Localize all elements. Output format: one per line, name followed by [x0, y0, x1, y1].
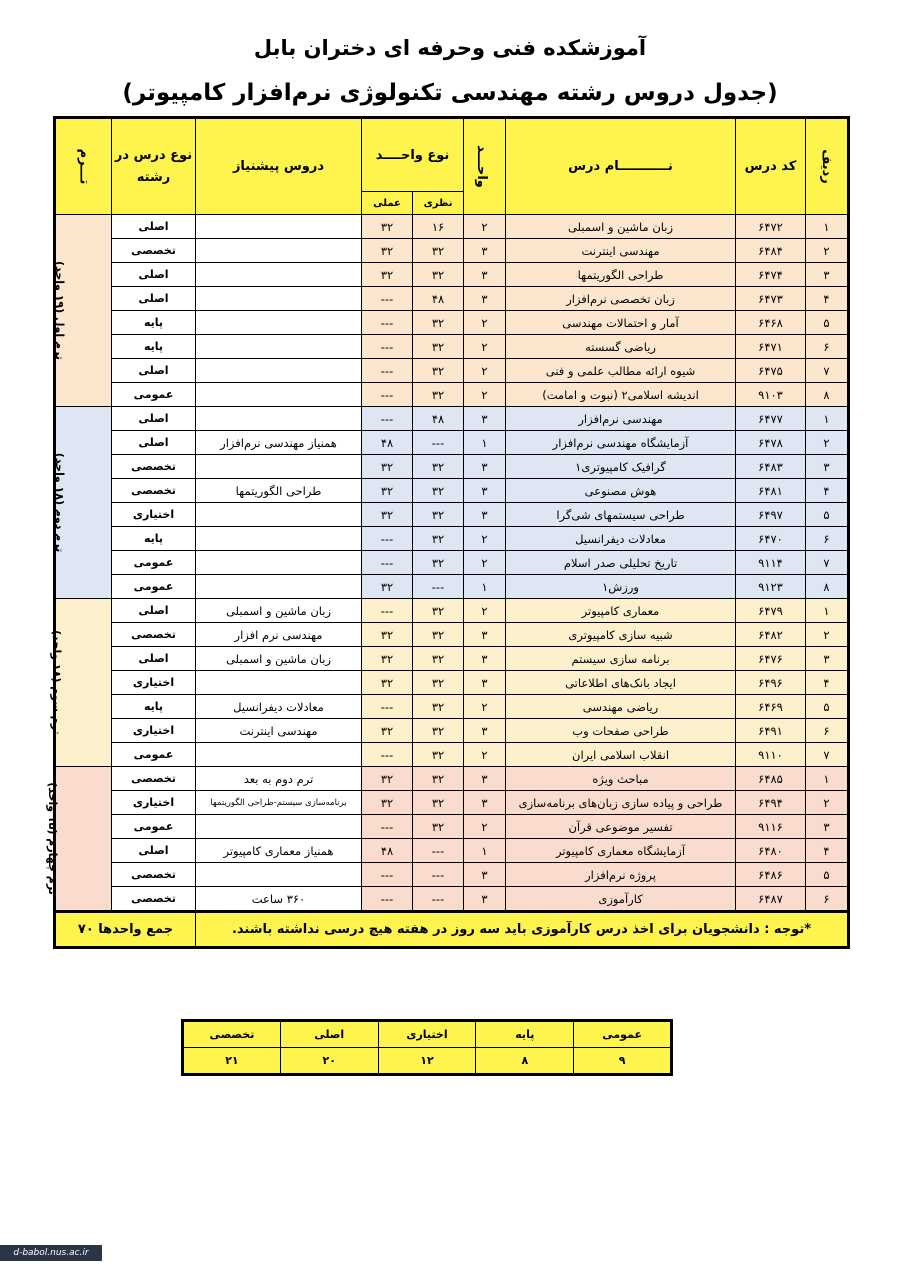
course-theory: ۳۲	[413, 335, 464, 359]
course-type: پایه	[112, 695, 196, 719]
course-table-body	[46, 215, 849, 912]
table-row	[55, 479, 849, 503]
term-label	[50, 599, 112, 767]
page-subtitle: (جدول دروس رشته مهندسی تکنولوژی نرم‌افزار کامپیوتر)	[122, 80, 778, 106]
course-row-no: ۱	[806, 767, 849, 791]
course-type: تخصصی	[112, 887, 196, 912]
course-prereq	[196, 287, 362, 311]
course-prereq	[196, 407, 362, 431]
course-row-no: ۶	[806, 719, 849, 743]
course-name: زبان ماشین و اسمبلی	[506, 215, 736, 239]
course-row-no: ۸	[806, 383, 849, 407]
course-code: ۶۴۷۸	[736, 431, 806, 455]
course-row-no: ۵	[806, 311, 849, 335]
course-type: اصلی	[112, 215, 196, 239]
course-practical: ---	[362, 599, 413, 623]
course-row-no: ۵	[806, 695, 849, 719]
course-row-no: ۲	[806, 623, 849, 647]
course-row-no: ۷	[806, 359, 849, 383]
course-practical: ۴۸	[362, 839, 413, 863]
course-theory: ۳۲	[413, 503, 464, 527]
course-practical: ۳۲	[362, 671, 413, 695]
table-row	[55, 359, 849, 383]
course-units: ۳	[464, 623, 506, 647]
course-name: طراحی و پیاده سازی زبان‌های برنامه‌سازی	[506, 791, 736, 815]
course-row-no: ۱	[806, 599, 849, 623]
course-practical: ---	[362, 335, 413, 359]
term-label	[52, 215, 112, 407]
course-theory: ۳۲	[413, 743, 464, 767]
course-practical: ۳۲	[362, 263, 413, 287]
table-row	[55, 263, 849, 287]
course-units: ۳	[464, 671, 506, 695]
course-type: عمومی	[112, 383, 196, 407]
course-theory: ۳۲	[413, 239, 464, 263]
table-row	[55, 839, 849, 863]
table-row	[55, 215, 849, 239]
course-name: آمار و احتمالات مهندسی	[506, 311, 736, 335]
course-name: آزمایشگاه مهندسی نرم‌افزار	[506, 431, 736, 455]
course-theory: ۳۲	[413, 719, 464, 743]
table-row	[55, 239, 849, 263]
course-row-no: ۴	[806, 479, 849, 503]
course-row-no: ۲	[806, 431, 849, 455]
course-practical: ---	[362, 311, 413, 335]
course-row-no: ۱	[806, 407, 849, 431]
course-theory: ۳۲	[413, 695, 464, 719]
course-code: ۶۴۸۴	[736, 239, 806, 263]
course-prereq	[196, 359, 362, 383]
course-prereq	[196, 671, 362, 695]
course-theory: ۳۲	[413, 311, 464, 335]
course-prereq: طراحی الگوریتمها	[196, 479, 362, 503]
term-label-text: ترم سوم (۱۸ واحد)	[50, 630, 64, 735]
course-prereq: زبان ماشین و اسمبلی	[196, 647, 362, 671]
table-row	[55, 623, 849, 647]
course-prereq	[196, 455, 362, 479]
course-type: عمومی	[112, 575, 196, 599]
course-name: شیوه ارائه مطالب علمی و فنی	[506, 359, 736, 383]
course-name: معماری کامپیوتر	[506, 599, 736, 623]
course-theory: ---	[413, 431, 464, 455]
term-label-text: ترم چهارم (۱۵ واحد)	[46, 782, 60, 895]
course-name: تاریخ تحلیلی صدر اسلام	[506, 551, 736, 575]
course-theory: ۳۲	[413, 599, 464, 623]
course-practical: ---	[362, 359, 413, 383]
course-practical: ۳۲	[362, 647, 413, 671]
course-theory: ۳۲	[413, 479, 464, 503]
header-code: کد درس	[736, 118, 806, 215]
course-theory: ۳۲	[413, 767, 464, 791]
table-row	[55, 599, 849, 623]
course-code: ۶۴۷۰	[736, 527, 806, 551]
table-row	[55, 719, 849, 743]
summary-value: ۲۱	[183, 1048, 281, 1075]
course-type: عمومی	[112, 815, 196, 839]
header-term: تـــرم	[55, 118, 112, 215]
course-prereq	[196, 335, 362, 359]
course-practical: ۳۲	[362, 503, 413, 527]
header-name: نـــــــــــام درس	[506, 118, 736, 215]
table-row	[55, 743, 849, 767]
summary-value: ۸	[476, 1048, 574, 1075]
course-prereq	[196, 503, 362, 527]
course-name: ایجاد بانک‌های اطلاعاتی	[506, 671, 736, 695]
course-prereq	[196, 215, 362, 239]
course-theory: ۴۸	[413, 407, 464, 431]
course-name: مباحث ویژه	[506, 767, 736, 791]
course-units: ۳	[464, 887, 506, 912]
header-practical: عملی	[362, 192, 413, 215]
course-row-no: ۵	[806, 503, 849, 527]
table-row	[55, 647, 849, 671]
course-theory: ۳۲	[413, 815, 464, 839]
summary-value: ۲۰	[280, 1048, 378, 1075]
course-theory: ---	[413, 887, 464, 912]
course-code: ۶۴۹۴	[736, 791, 806, 815]
course-units: ۳	[464, 719, 506, 743]
course-theory: ۱۶	[413, 215, 464, 239]
course-type: تخصصی	[112, 623, 196, 647]
course-units: ۲	[464, 527, 506, 551]
course-practical: ---	[362, 695, 413, 719]
course-practical: ---	[362, 287, 413, 311]
table-row	[55, 335, 849, 359]
course-type: اصلی	[112, 647, 196, 671]
course-row-no: ۳	[806, 815, 849, 839]
table-row	[55, 527, 849, 551]
course-units: ۳	[464, 239, 506, 263]
course-name: ریاضی گسسته	[506, 335, 736, 359]
course-code: ۶۴۸۷	[736, 887, 806, 912]
course-row-no: ۳	[806, 263, 849, 287]
course-units: ۳	[464, 791, 506, 815]
course-theory: ۳۲	[413, 359, 464, 383]
summary-label: پایه	[476, 1021, 574, 1048]
course-units: ۳	[464, 263, 506, 287]
course-name: طراحی سیستمهای شی‌گرا	[506, 503, 736, 527]
course-code: ۶۴۷۳	[736, 287, 806, 311]
course-prereq	[196, 863, 362, 887]
table-row	[55, 287, 849, 311]
course-name: مهندسی نرم‌افزار	[506, 407, 736, 431]
table-row	[55, 311, 849, 335]
course-theory: ۳۲	[413, 383, 464, 407]
course-practical: ۳۲	[362, 623, 413, 647]
summary-values-row	[183, 1048, 672, 1075]
term-label-text: ترم دوم (۱۸ واحد)	[52, 452, 66, 553]
course-type: اصلی	[112, 839, 196, 863]
course-row-no: ۸	[806, 575, 849, 599]
header-unit-type: نوع واحــــد	[362, 118, 464, 192]
course-units: ۲	[464, 599, 506, 623]
course-type: اصلی	[112, 431, 196, 455]
course-practical: ۳۲	[362, 215, 413, 239]
table-row	[55, 791, 849, 815]
course-practical: ۳۲	[362, 239, 413, 263]
course-name: گرافیک کامپیوتری۱	[506, 455, 736, 479]
course-type: پایه	[112, 527, 196, 551]
table-row	[55, 575, 849, 599]
course-type: اصلی	[112, 407, 196, 431]
course-code: ۶۴۷۶	[736, 647, 806, 671]
course-prereq: مهندسی نرم افزار	[196, 623, 362, 647]
course-units: ۲	[464, 215, 506, 239]
course-practical: ۳۲	[362, 455, 413, 479]
total-units: جمع واحدها ۷۰	[55, 912, 196, 948]
course-name: پروژه نرم‌افزار	[506, 863, 736, 887]
course-code: ۶۴۷۲	[736, 215, 806, 239]
course-units: ۲	[464, 695, 506, 719]
table-row	[55, 383, 849, 407]
course-units: ۲	[464, 359, 506, 383]
course-type: تخصصی	[112, 863, 196, 887]
course-practical: ۳۲	[362, 719, 413, 743]
course-code: ۶۴۹۶	[736, 671, 806, 695]
table-row	[55, 407, 849, 431]
course-name: انقلاب اسلامی ایران	[506, 743, 736, 767]
course-type: اختیاری	[112, 503, 196, 527]
course-code: ۶۴۸۵	[736, 767, 806, 791]
course-name: کارآموزی	[506, 887, 736, 912]
course-units: ۱	[464, 839, 506, 863]
course-practical: ---	[362, 383, 413, 407]
course-code: ۶۴۸۰	[736, 839, 806, 863]
course-theory: ---	[413, 863, 464, 887]
table-row	[55, 455, 849, 479]
course-theory: ۳۲	[413, 527, 464, 551]
header-course-type: نوع درس در رشته	[112, 118, 196, 215]
course-units: ۱	[464, 575, 506, 599]
header-row-no: ردیف	[806, 118, 849, 215]
course-prereq: زبان ماشین و اسمبلی	[196, 599, 362, 623]
course-practical: ---	[362, 527, 413, 551]
summary-labels-row	[183, 1021, 672, 1048]
course-prereq: همنیاز مهندسی نرم‌افزار	[196, 431, 362, 455]
course-type: اختیاری	[112, 791, 196, 815]
header-theory: نظری	[413, 192, 464, 215]
course-row-no: ۴	[806, 671, 849, 695]
table-row	[55, 431, 849, 455]
course-theory: ---	[413, 839, 464, 863]
summary-value: ۹	[574, 1048, 672, 1075]
course-type: پایه	[112, 311, 196, 335]
course-prereq: ۳۶۰ ساعت	[196, 887, 362, 912]
course-type: تخصصی	[112, 767, 196, 791]
course-type: پایه	[112, 335, 196, 359]
table-row	[55, 503, 849, 527]
course-code: ۶۴۷۱	[736, 335, 806, 359]
course-code: ۶۴۹۷	[736, 503, 806, 527]
course-units: ۳	[464, 767, 506, 791]
course-units: ۲	[464, 551, 506, 575]
course-theory: ۳۲	[413, 551, 464, 575]
course-name: ورزش۱	[506, 575, 736, 599]
course-name: طراحی صفحات وب	[506, 719, 736, 743]
course-type: عمومی	[112, 743, 196, 767]
site-watermark: d-babol.nus.ac.ir	[0, 1245, 102, 1261]
course-theory: ۳۲	[413, 791, 464, 815]
table-row	[55, 767, 849, 791]
header-prereq: دروس پیشنیاز	[196, 118, 362, 215]
course-code: ۹۱۱۰	[736, 743, 806, 767]
course-code: ۶۴۸۲	[736, 623, 806, 647]
course-type: تخصصی	[112, 455, 196, 479]
course-practical: ---	[362, 743, 413, 767]
course-practical: ---	[362, 407, 413, 431]
course-prereq: مهندسی اینترنت	[196, 719, 362, 743]
course-prereq: ترم دوم به بعد	[196, 767, 362, 791]
course-practical: ---	[362, 815, 413, 839]
course-prereq	[196, 551, 362, 575]
course-practical: ۴۸	[362, 431, 413, 455]
course-type: اختیاری	[112, 719, 196, 743]
course-units: ۳	[464, 479, 506, 503]
course-type: عمومی	[112, 551, 196, 575]
summary-label: اختیاری	[378, 1021, 476, 1048]
course-row-no: ۱	[806, 215, 849, 239]
course-name: مهندسی اینترنت	[506, 239, 736, 263]
course-prereq	[196, 239, 362, 263]
internship-note: *توجه : دانشجویان برای اخذ درس کارآموزی باید سه روز در هفته هیچ درسی نداشته باشند.	[196, 912, 849, 948]
course-type: اصلی	[112, 263, 196, 287]
course-code: ۶۴۶۸	[736, 311, 806, 335]
course-theory: ۳۲	[413, 455, 464, 479]
course-code: ۶۴۸۳	[736, 455, 806, 479]
course-units: ۳	[464, 503, 506, 527]
course-theory: ۳۲	[413, 671, 464, 695]
course-name: آزمایشگاه معماری کامپیوتر	[506, 839, 736, 863]
course-row-no: ۴	[806, 287, 849, 311]
course-code: ۶۴۸۶	[736, 863, 806, 887]
course-name: ریاضی مهندسی	[506, 695, 736, 719]
course-code: ۶۴۷۹	[736, 599, 806, 623]
course-row-no: ۵	[806, 863, 849, 887]
course-prereq	[196, 383, 362, 407]
course-table	[46, 116, 850, 949]
course-prereq: معادلات دیفرانسیل	[196, 695, 362, 719]
course-prereq	[196, 575, 362, 599]
course-row-no: ۷	[806, 743, 849, 767]
course-prereq	[196, 263, 362, 287]
course-prereq	[196, 743, 362, 767]
course-name: شبیه سازی کامپیوتری	[506, 623, 736, 647]
course-units: ۲	[464, 383, 506, 407]
page-title: آموزشکده فنی وحرفه ای دختران بابل	[253, 36, 647, 60]
course-code: ۶۴۷۷	[736, 407, 806, 431]
course-name: برنامه سازی سیستم	[506, 647, 736, 671]
course-row-no: ۳	[806, 455, 849, 479]
course-practical: ---	[362, 863, 413, 887]
course-units: ۳	[464, 287, 506, 311]
course-prereq: برنامه‌سازی سیستم-طراحی الگوریتمها	[196, 791, 362, 815]
course-prereq	[196, 527, 362, 551]
course-code: ۶۴۶۹	[736, 695, 806, 719]
course-code: ۶۴۹۱	[736, 719, 806, 743]
term-label-text: ترم اول (۱۹ واحد)	[52, 260, 66, 361]
course-units: ۲	[464, 335, 506, 359]
course-theory: ۳۲	[413, 263, 464, 287]
course-theory: ۳۲	[413, 647, 464, 671]
course-code: ۹۱۱۶	[736, 815, 806, 839]
unit-summary-table	[181, 1019, 673, 1076]
course-row-no: ۶	[806, 887, 849, 912]
summary-label: عمومی	[574, 1021, 672, 1048]
course-theory: ---	[413, 575, 464, 599]
course-practical: ۳۲	[362, 791, 413, 815]
course-prereq	[196, 815, 362, 839]
course-type: تخصصی	[112, 479, 196, 503]
course-units: ۳	[464, 863, 506, 887]
table-row	[55, 863, 849, 887]
course-name: تفسیر موضوعی قرآن	[506, 815, 736, 839]
course-code: ۹۱۲۳	[736, 575, 806, 599]
summary-value: ۱۲	[378, 1048, 476, 1075]
course-units: ۲	[464, 743, 506, 767]
course-units: ۲	[464, 815, 506, 839]
table-row	[55, 815, 849, 839]
course-units: ۳	[464, 647, 506, 671]
course-name: زبان تخصصی نرم‌افزار	[506, 287, 736, 311]
course-code: ۶۴۷۵	[736, 359, 806, 383]
table-row	[55, 695, 849, 719]
course-name: طراحی الگوریتمها	[506, 263, 736, 287]
course-name: هوش مصنوعی	[506, 479, 736, 503]
course-row-no: ۲	[806, 791, 849, 815]
course-practical: ۳۲	[362, 575, 413, 599]
course-type: اصلی	[112, 287, 196, 311]
summary-label: تخصصی	[183, 1021, 281, 1048]
table-row	[55, 671, 849, 695]
summary-label: اصلی	[280, 1021, 378, 1048]
course-row-no: ۲	[806, 239, 849, 263]
course-units: ۲	[464, 311, 506, 335]
course-type: اختیاری	[112, 671, 196, 695]
course-units: ۳	[464, 455, 506, 479]
course-type: اصلی	[112, 359, 196, 383]
course-code: ۶۴۸۱	[736, 479, 806, 503]
course-row-no: ۴	[806, 839, 849, 863]
term-label	[52, 407, 112, 599]
course-prereq	[196, 311, 362, 335]
table-row	[55, 551, 849, 575]
course-name: اندیشه اسلامی۲ (نبوت و امامت)	[506, 383, 736, 407]
course-code: ۹۱۱۴	[736, 551, 806, 575]
course-name: معادلات دیفرانسیل	[506, 527, 736, 551]
course-theory: ۳۲	[413, 623, 464, 647]
course-row-no: ۳	[806, 647, 849, 671]
course-practical: ۳۲	[362, 479, 413, 503]
course-row-no: ۶	[806, 527, 849, 551]
course-code: ۹۱۰۳	[736, 383, 806, 407]
course-prereq: همنیاز معماری کامپیوتر	[196, 839, 362, 863]
term-label	[46, 767, 112, 912]
course-type: تخصصی	[112, 239, 196, 263]
course-practical: ---	[362, 887, 413, 912]
course-practical: ۳۲	[362, 767, 413, 791]
course-theory: ۴۸	[413, 287, 464, 311]
course-row-no: ۶	[806, 335, 849, 359]
course-units: ۳	[464, 407, 506, 431]
header-units: واحـــد	[464, 118, 506, 215]
course-units: ۱	[464, 431, 506, 455]
course-type: اصلی	[112, 599, 196, 623]
course-row-no: ۷	[806, 551, 849, 575]
course-practical: ---	[362, 551, 413, 575]
table-row	[55, 887, 849, 912]
course-code: ۶۴۷۴	[736, 263, 806, 287]
